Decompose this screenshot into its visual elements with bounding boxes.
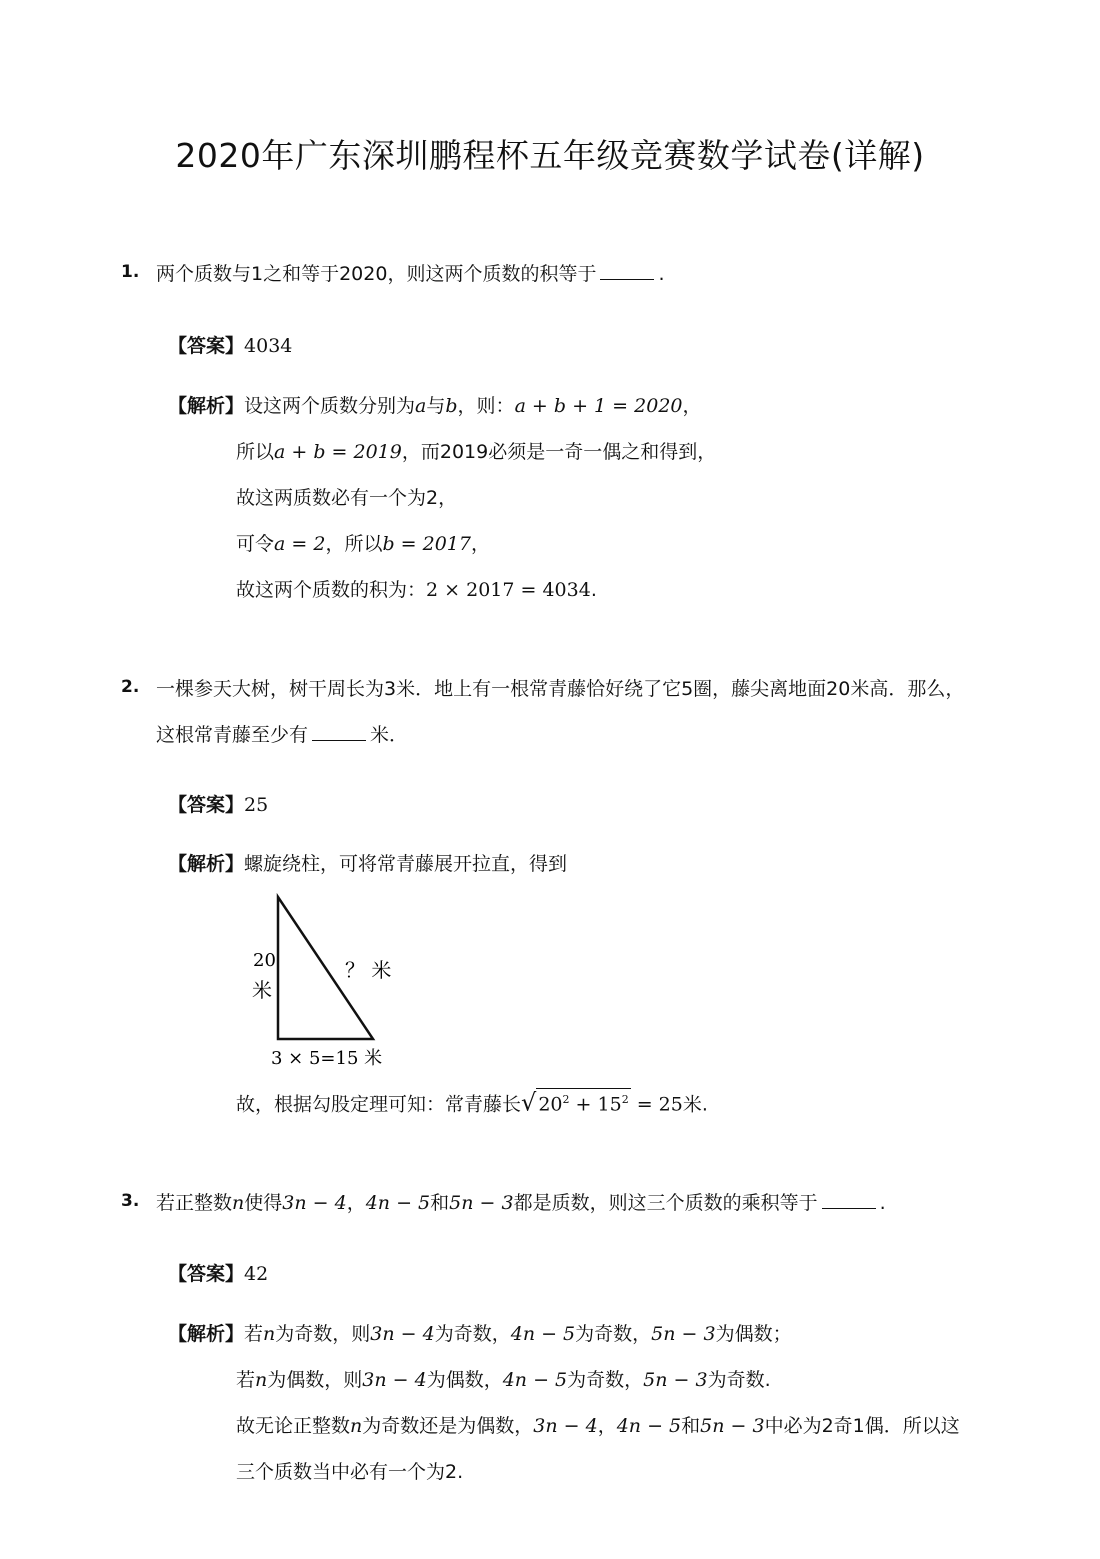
- triangle-diagram: [240, 885, 410, 1075]
- question-1-analysis: 【解析】设这两个质数分别为a与b，则：a + b + 1 = 2020，: [168, 395, 702, 417]
- question-2-line-2: 这根常青藤至少有 米．: [156, 724, 409, 746]
- page-title: 2020年广东深圳鹏程杯五年级竞赛数学试卷(详解): [175, 136, 925, 175]
- q3-step-2: 若n为偶数，则3n − 4为偶数，4n − 5为奇数，5n − 3为奇数.: [236, 1369, 771, 1391]
- question-2-answer: 【答案】25: [168, 794, 269, 816]
- sqrt-expression: $20^2 + 15^2$: [536, 1088, 630, 1115]
- q1-step-5: 故这两个质数的积为：2 × 2017 = 4034.: [236, 579, 597, 601]
- q1-step-4: 可令a = 2，所以b = 2017，: [236, 533, 490, 555]
- base-label: 3 × 5=15 米: [271, 1048, 383, 1069]
- q3-step-4: 三个质数当中必有一个为2.: [236, 1461, 464, 1483]
- q3-step-3: 故无论正整数n为奇数还是为偶数，3n − 4，4n − 5和5n − 3中必为2奇1偶．所以这: [236, 1415, 960, 1437]
- q1-step-3: 故这两质数必有一个为2，: [236, 487, 458, 509]
- question-3-text: 若正整数n使得3n − 4，4n − 5和5n − 3都是质数，则这三个质数的乘积等于 .: [156, 1192, 886, 1214]
- question-3-analysis: 【解析】若n为奇数，则3n − 4为奇数，4n − 5为奇数，5n − 3为偶数；: [168, 1323, 792, 1345]
- height-unit: 米: [252, 978, 272, 1002]
- answer-blank: [312, 740, 366, 741]
- question-1-text: 两个质数与1之和等于2020，则这两个质数的积等于 .: [156, 263, 665, 285]
- answer-blank: [600, 279, 654, 280]
- answer-blank: [822, 1208, 876, 1209]
- question-1-number: 1.: [121, 262, 140, 282]
- sqrt-symbol: √: [521, 1088, 537, 1117]
- q1-step-2: 所以a + b = 2019，而2019必须是一奇一偶之和得到，: [236, 441, 717, 463]
- height-number: 20: [253, 950, 276, 971]
- q2-step-2: 故，根据勾股定理可知：常青藤长√ $20^2 + 15^2 = 25$米.: [236, 1088, 708, 1117]
- question-2-analysis: 【解析】螺旋绕柱，可将常青藤展开拉直，得到: [168, 853, 568, 875]
- hypotenuse-label: ？ 米: [345, 958, 392, 982]
- question-3-answer: 【答案】42: [168, 1263, 269, 1285]
- question-2-line-1: 一棵参天大树，树干周长为3米．地上有一根常青藤恰好绕了它5圈，藤尖离地面20米高．那么，: [156, 678, 965, 700]
- question-2-number: 2.: [121, 677, 140, 697]
- question-1-answer: 【答案】4034: [168, 335, 293, 357]
- question-3-number: 3.: [121, 1191, 140, 1211]
